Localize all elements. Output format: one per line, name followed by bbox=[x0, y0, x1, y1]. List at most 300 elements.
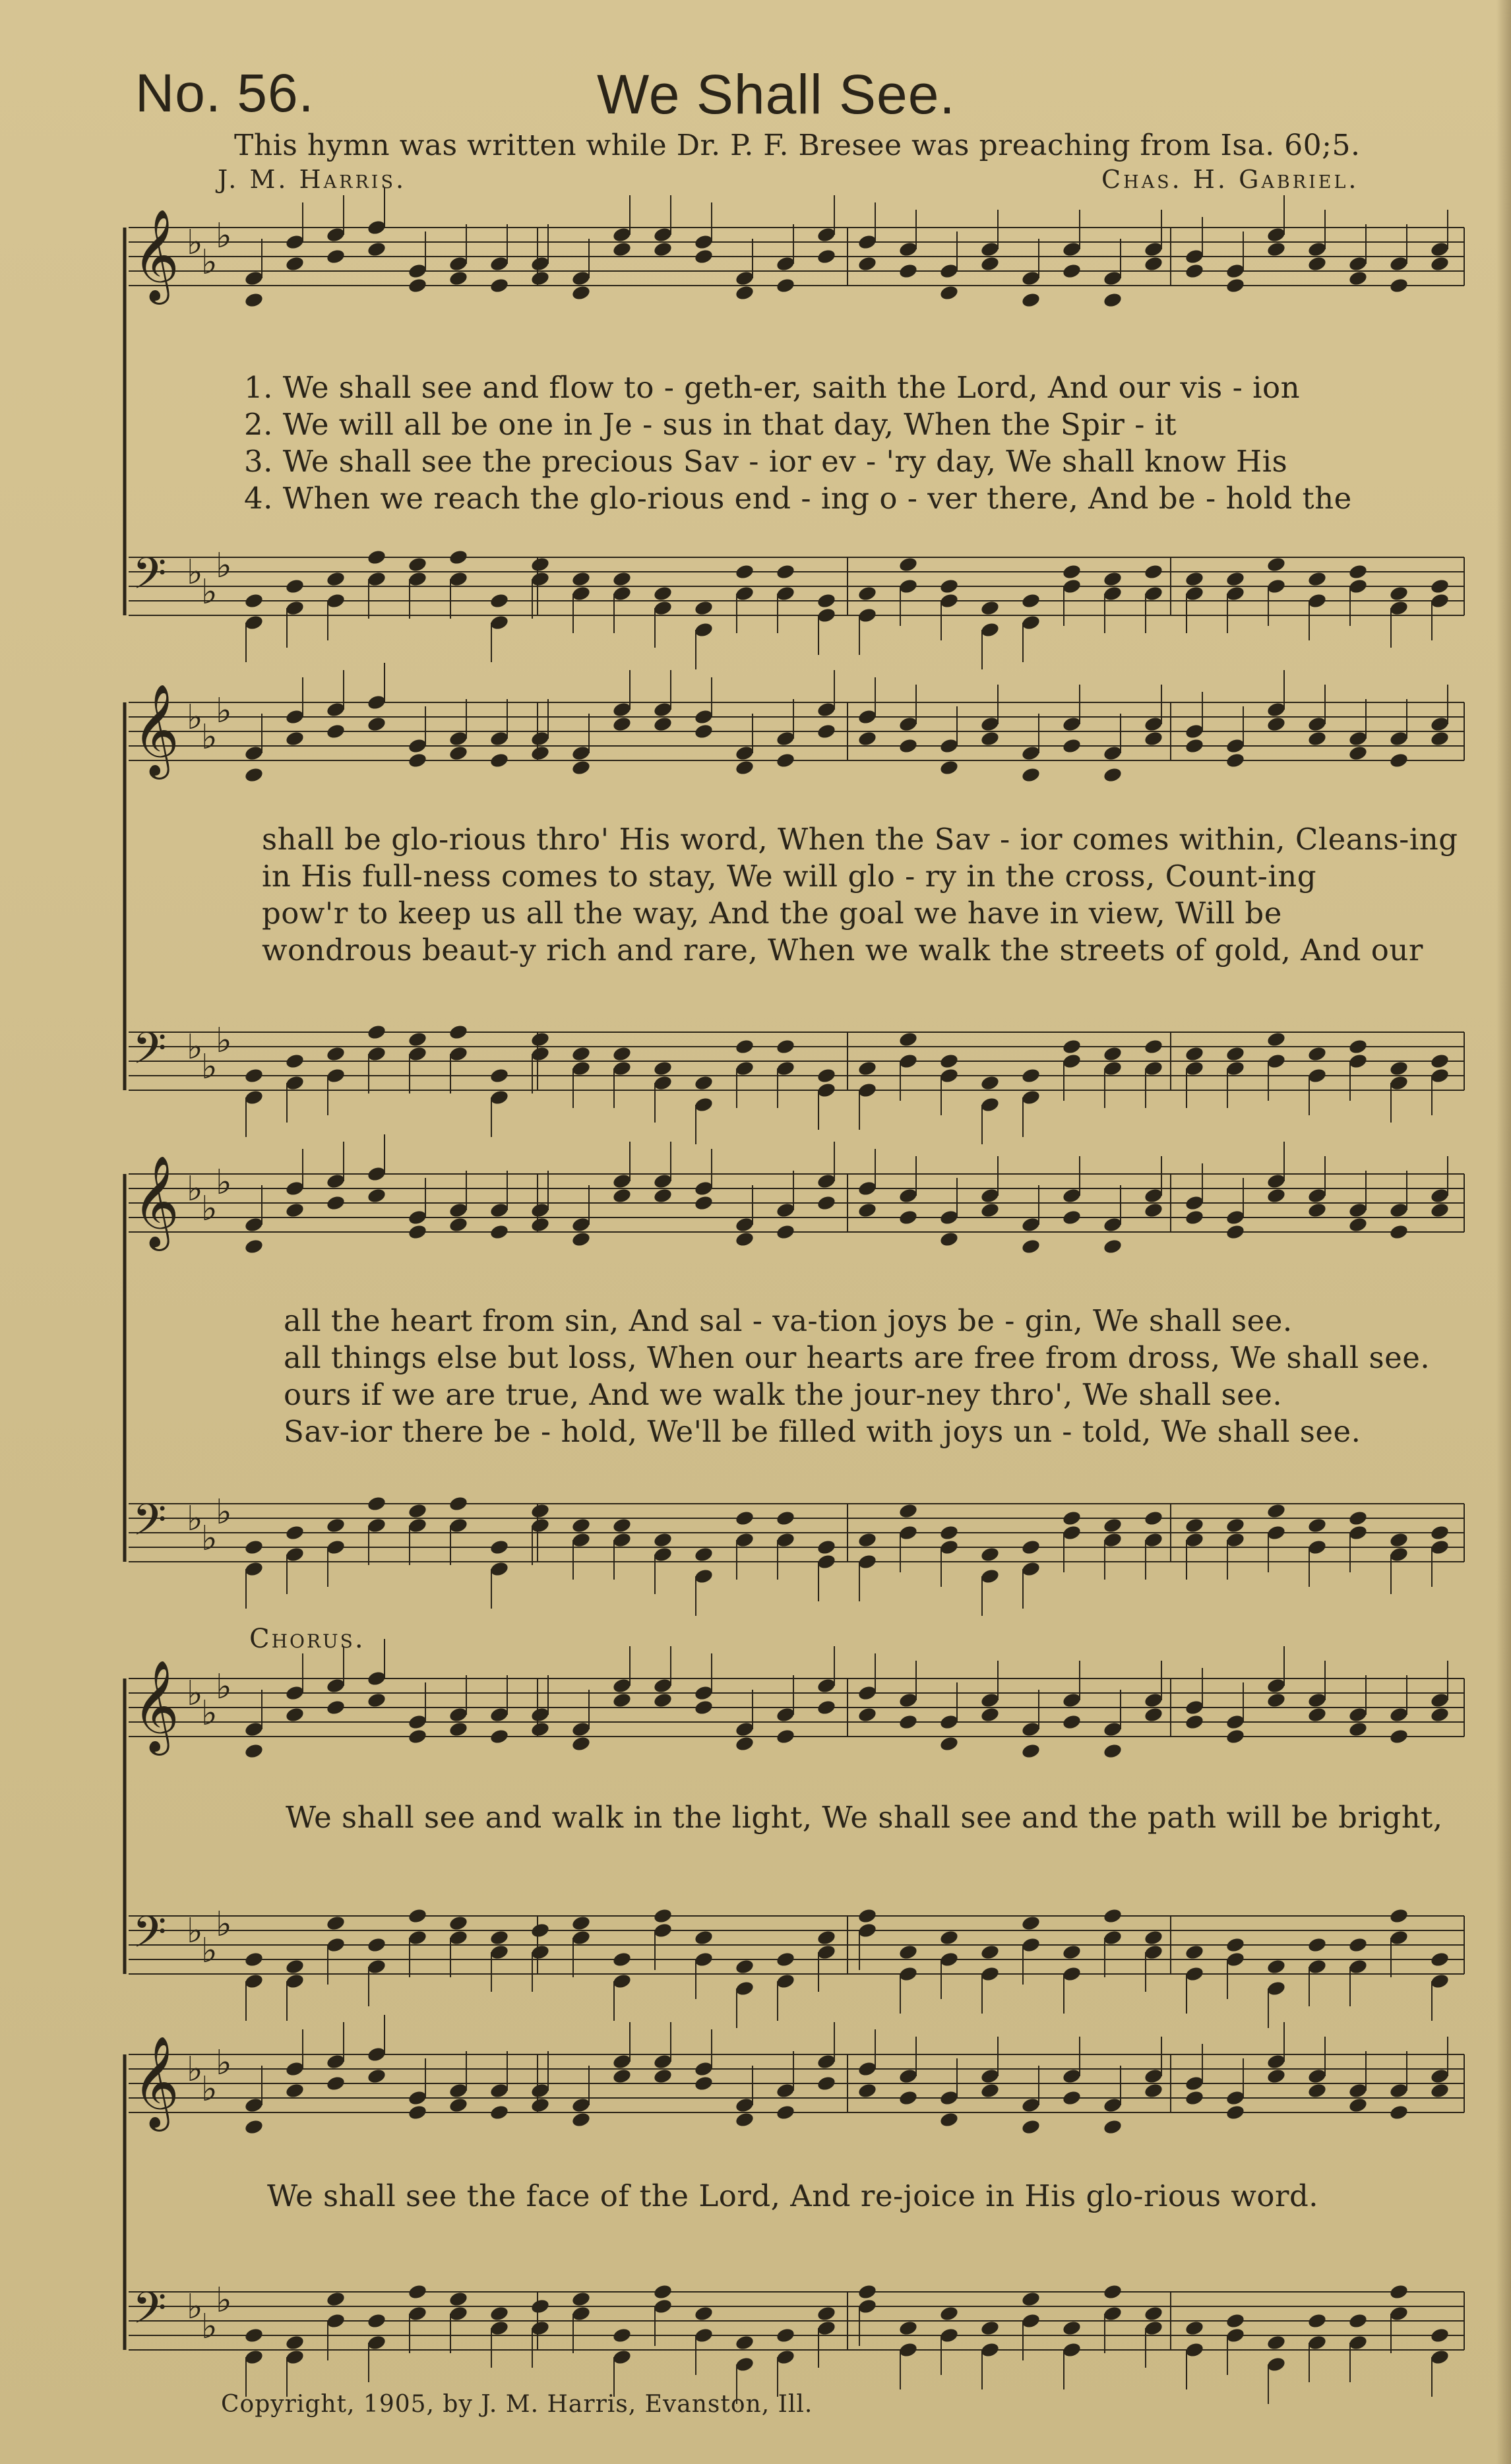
note-head bbox=[285, 1180, 305, 1197]
note-head bbox=[1185, 737, 1205, 755]
note-head bbox=[1266, 578, 1287, 595]
note-head bbox=[1144, 1202, 1164, 1219]
note-head bbox=[980, 2068, 1001, 2085]
note-head bbox=[817, 592, 837, 609]
note-head bbox=[857, 1706, 878, 1723]
note-head bbox=[939, 2327, 960, 2344]
note-head bbox=[244, 766, 264, 784]
note-head bbox=[817, 607, 837, 624]
note-head bbox=[367, 1958, 387, 1975]
note-head bbox=[1062, 563, 1082, 580]
note-head bbox=[530, 1922, 551, 1939]
note-head bbox=[612, 226, 632, 243]
note-head bbox=[448, 1495, 469, 1512]
note-head bbox=[1430, 1202, 1450, 1219]
note-head bbox=[817, 1553, 837, 1570]
note-head bbox=[1307, 1692, 1328, 1709]
note-head bbox=[1348, 745, 1369, 762]
verse-lyrics-1 bbox=[244, 369, 1352, 517]
flat-icon: ♭ bbox=[201, 1047, 218, 1087]
note-head bbox=[244, 2097, 264, 2114]
note-head bbox=[408, 1713, 428, 1731]
note-head bbox=[1103, 2283, 1123, 2300]
note-head bbox=[1266, 2356, 1287, 2373]
note-head bbox=[1389, 1546, 1409, 1563]
note-head bbox=[735, 1980, 755, 1997]
note-head bbox=[530, 1517, 551, 1534]
note-head bbox=[1225, 570, 1246, 588]
note-head bbox=[489, 255, 510, 272]
note-head bbox=[980, 730, 1001, 747]
note-head bbox=[898, 1524, 919, 1541]
note-head bbox=[1062, 737, 1082, 755]
note-head bbox=[367, 1692, 387, 1709]
note-head bbox=[244, 592, 264, 609]
note-head bbox=[489, 1728, 510, 1745]
note-head bbox=[1021, 2291, 1041, 2308]
note-head bbox=[653, 600, 673, 617]
note-head bbox=[1144, 1706, 1164, 1723]
note-head bbox=[489, 730, 510, 747]
note-head bbox=[776, 1531, 796, 1549]
note-head bbox=[1430, 1706, 1450, 1723]
note-head bbox=[735, 1721, 755, 1738]
treble-staff bbox=[129, 1134, 1464, 1255]
note-head bbox=[776, 1223, 796, 1241]
note-head bbox=[776, 752, 796, 769]
note-head bbox=[1266, 701, 1287, 718]
note-head bbox=[980, 2082, 1001, 2099]
bass-staff bbox=[129, 1493, 1464, 1616]
note-head bbox=[1103, 2305, 1123, 2322]
flat-icon: ♭ bbox=[201, 1519, 218, 1558]
note-head bbox=[1307, 1517, 1328, 1534]
note-head bbox=[939, 1067, 960, 1084]
note-head bbox=[1266, 1031, 1287, 1048]
note-head bbox=[1225, 1209, 1246, 1226]
note-head bbox=[448, 1721, 469, 1738]
note-head bbox=[898, 2341, 919, 2358]
note-head bbox=[1225, 262, 1246, 280]
note-head bbox=[571, 2305, 592, 2322]
note-head bbox=[530, 2082, 551, 2099]
note-head bbox=[1144, 1929, 1164, 1946]
note-head bbox=[326, 1915, 346, 1932]
note-head bbox=[285, 2082, 305, 2099]
note-head bbox=[694, 1194, 714, 1212]
note-head bbox=[367, 570, 387, 588]
note-head bbox=[326, 1067, 346, 1084]
note-head bbox=[857, 1553, 878, 1570]
note-head bbox=[530, 255, 551, 272]
note-head bbox=[817, 226, 837, 243]
note-head bbox=[1225, 1517, 1246, 1534]
note-head bbox=[530, 1502, 551, 1520]
note-head bbox=[939, 592, 960, 609]
note-head bbox=[817, 248, 837, 265]
note-head bbox=[817, 723, 837, 740]
note-head bbox=[1225, 1045, 1246, 1063]
flat-icon: ♭ bbox=[216, 1163, 232, 1202]
note-head bbox=[408, 556, 428, 573]
note-head bbox=[1348, 2097, 1369, 2114]
note-head bbox=[939, 1053, 960, 1070]
note-head bbox=[448, 1045, 469, 1063]
note-head bbox=[367, 219, 387, 236]
note-head bbox=[1266, 2053, 1287, 2070]
note-head bbox=[530, 1031, 551, 1048]
flat-icon: ♭ bbox=[201, 1694, 218, 1733]
note-head bbox=[1307, 1187, 1328, 1204]
note-head bbox=[571, 759, 592, 776]
note-head bbox=[326, 1194, 346, 1212]
flat-icon: ♭ bbox=[187, 553, 203, 592]
note-head bbox=[1307, 1045, 1328, 1063]
note-head bbox=[285, 730, 305, 747]
note-head bbox=[898, 1692, 919, 1709]
note-head bbox=[1225, 2089, 1246, 2107]
note-head bbox=[653, 2283, 673, 2300]
note-head bbox=[367, 1187, 387, 1204]
note-head bbox=[1389, 2104, 1409, 2121]
note-head bbox=[326, 2075, 346, 2092]
note-head bbox=[776, 1510, 796, 1527]
note-head bbox=[1062, 716, 1082, 733]
note-head bbox=[1144, 1510, 1164, 1527]
flat-icon: ♭ bbox=[201, 1189, 218, 1229]
note-head bbox=[1389, 1531, 1409, 1549]
note-head bbox=[1103, 745, 1123, 762]
note-head bbox=[898, 716, 919, 733]
note-head bbox=[857, 1082, 878, 1099]
note-head bbox=[489, 1539, 510, 1556]
note-head bbox=[1021, 292, 1041, 309]
note-head bbox=[448, 1929, 469, 1946]
note-head bbox=[244, 1973, 264, 1990]
note-head bbox=[694, 1699, 714, 1716]
note-head bbox=[898, 737, 919, 755]
flat-icon: ♭ bbox=[216, 1021, 232, 1061]
note-head bbox=[612, 585, 632, 602]
note-head bbox=[1430, 1692, 1450, 1709]
note-head bbox=[530, 1202, 551, 1219]
note-head bbox=[489, 1202, 510, 1219]
note-head bbox=[448, 1706, 469, 1723]
copyright-notice: Copyright, 1905, by J. M. Harris, Evanston, Ill. bbox=[221, 2391, 813, 2418]
note-head bbox=[1430, 1187, 1450, 1204]
note-head bbox=[939, 1524, 960, 1541]
note-head bbox=[980, 2320, 1001, 2337]
note-head bbox=[408, 1045, 428, 1063]
note-head bbox=[571, 1735, 592, 1752]
music-system-2 bbox=[115, 684, 1474, 1124]
note-head bbox=[1062, 1524, 1082, 1541]
note-head bbox=[612, 2349, 632, 2366]
note-head bbox=[1266, 241, 1287, 258]
note-head bbox=[653, 241, 673, 258]
note-head bbox=[980, 621, 1001, 638]
note-head bbox=[939, 1713, 960, 1731]
note-head bbox=[1307, 2312, 1328, 2329]
page-edge-shadow bbox=[1496, 0, 1511, 2464]
note-head bbox=[612, 570, 632, 588]
treble-staff bbox=[129, 2015, 1464, 2136]
note-head bbox=[939, 1735, 960, 1752]
note-head bbox=[776, 1973, 796, 1990]
note-head bbox=[653, 2068, 673, 2085]
note-head bbox=[285, 1546, 305, 1563]
note-head bbox=[653, 585, 673, 602]
note-head bbox=[326, 1517, 346, 1534]
note-head bbox=[1185, 1209, 1205, 1226]
note-head bbox=[285, 600, 305, 617]
note-head bbox=[735, 2334, 755, 2351]
lyric-line: all things else but loss, When our hearts are free from dross, We shall see. bbox=[284, 1340, 1431, 1375]
note-head bbox=[1185, 1965, 1205, 1983]
bass-staff bbox=[129, 1905, 1464, 2028]
note-head bbox=[898, 2068, 919, 2085]
note-head bbox=[1307, 2334, 1328, 2351]
note-head bbox=[489, 1560, 510, 1578]
note-head bbox=[1348, 1524, 1369, 1541]
note-head bbox=[939, 1231, 960, 1248]
lyric-line: wondrous beaut-y rich and rare, When we walk the streets of gold, And our bbox=[262, 933, 1423, 968]
note-head bbox=[285, 578, 305, 595]
note-head bbox=[857, 2060, 878, 2078]
note-head bbox=[1430, 716, 1450, 733]
note-head bbox=[857, 607, 878, 624]
note-head bbox=[612, 2053, 632, 2070]
note-head bbox=[694, 1074, 714, 1092]
note-head bbox=[408, 277, 428, 294]
note-head bbox=[776, 1728, 796, 1745]
note-head bbox=[939, 2089, 960, 2107]
note-head bbox=[1021, 1560, 1041, 1578]
note-head bbox=[612, 2068, 632, 2085]
note-head bbox=[408, 1223, 428, 1241]
note-head bbox=[285, 1684, 305, 1702]
note-head bbox=[817, 1929, 837, 1946]
note-head bbox=[1225, 585, 1246, 602]
note-head bbox=[612, 1677, 632, 1694]
note-head bbox=[571, 585, 592, 602]
note-head bbox=[694, 600, 714, 617]
note-head bbox=[530, 2320, 551, 2337]
bass-staff bbox=[129, 2281, 1464, 2404]
note-head bbox=[571, 1045, 592, 1063]
note-head bbox=[735, 585, 755, 602]
note-head bbox=[776, 1060, 796, 1077]
flat-icon: ♭ bbox=[216, 691, 232, 731]
note-head bbox=[1103, 1060, 1123, 1077]
note-head bbox=[1103, 1216, 1123, 1233]
note-head bbox=[244, 270, 264, 287]
note-head bbox=[571, 2291, 592, 2308]
note-head bbox=[1225, 1936, 1246, 1954]
lyric-line: 1. We shall see and flow to - geth-er, saith the Lord, And our vis - ion bbox=[244, 370, 1301, 405]
note-head bbox=[1185, 1944, 1205, 1961]
note-head bbox=[1430, 1067, 1450, 1084]
note-head bbox=[735, 284, 755, 301]
note-head bbox=[939, 1951, 960, 1968]
note-head bbox=[1307, 730, 1328, 747]
note-head bbox=[1225, 1531, 1246, 1549]
note-head bbox=[694, 2305, 714, 2322]
note-head bbox=[1348, 270, 1369, 287]
note-head bbox=[939, 284, 960, 301]
note-head bbox=[408, 737, 428, 755]
note-head bbox=[1144, 1187, 1164, 1204]
note-head bbox=[530, 1721, 551, 1738]
note-head bbox=[1430, 2068, 1450, 2085]
note-head bbox=[612, 1173, 632, 1190]
note-head bbox=[285, 1074, 305, 1092]
flat-icon: ♭ bbox=[187, 698, 203, 737]
note-head bbox=[448, 2082, 469, 2099]
note-head bbox=[735, 745, 755, 762]
note-head bbox=[694, 723, 714, 740]
note-head bbox=[285, 2334, 305, 2351]
note-head bbox=[980, 1187, 1001, 1204]
note-head bbox=[530, 1706, 551, 1723]
note-head bbox=[1389, 1907, 1409, 1925]
note-head bbox=[980, 1096, 1001, 1113]
note-head bbox=[1021, 1067, 1041, 1084]
note-head bbox=[448, 745, 469, 762]
note-head bbox=[776, 730, 796, 747]
note-head bbox=[857, 2082, 878, 2099]
note-head bbox=[980, 1692, 1001, 1709]
note-head bbox=[244, 1216, 264, 1233]
flat-icon: ♭ bbox=[216, 1493, 232, 1532]
lyric-line: pow'r to keep us all the way, And the goal we have in view, Will be bbox=[262, 896, 1282, 931]
note-head bbox=[1389, 2283, 1409, 2300]
note-head bbox=[285, 708, 305, 725]
note-head bbox=[776, 1202, 796, 1219]
note-head bbox=[898, 2089, 919, 2107]
note-head bbox=[939, 1929, 960, 1946]
note-head bbox=[1185, 2089, 1205, 2107]
note-head bbox=[653, 1531, 673, 1549]
flat-icon: ♭ bbox=[187, 1911, 203, 1951]
note-head bbox=[735, 759, 755, 776]
note-head bbox=[1430, 1973, 1450, 1990]
note-head bbox=[735, 2356, 755, 2373]
note-head bbox=[367, 716, 387, 733]
note-head bbox=[939, 2111, 960, 2128]
note-head bbox=[285, 2060, 305, 2078]
note-head bbox=[1144, 1692, 1164, 1709]
note-head bbox=[776, 2082, 796, 2099]
note-head bbox=[653, 1060, 673, 1077]
note-head bbox=[1144, 2068, 1164, 2085]
note-head bbox=[571, 270, 592, 287]
note-head bbox=[653, 226, 673, 243]
note-head bbox=[244, 1089, 264, 1106]
note-head bbox=[285, 1958, 305, 1975]
note-head bbox=[1021, 1216, 1041, 1233]
note-head bbox=[857, 1907, 878, 1925]
note-head bbox=[817, 1699, 837, 1716]
note-head bbox=[571, 1216, 592, 1233]
note-head bbox=[1021, 766, 1041, 784]
note-head bbox=[776, 1951, 796, 1968]
note-head bbox=[1266, 1187, 1287, 1204]
note-head bbox=[817, 1539, 837, 1556]
note-head bbox=[735, 1958, 755, 1975]
note-head bbox=[857, 585, 878, 602]
note-head bbox=[1185, 262, 1205, 280]
note-head bbox=[1103, 570, 1123, 588]
note-head bbox=[939, 737, 960, 755]
note-head bbox=[735, 1735, 755, 1752]
note-head bbox=[1307, 2068, 1328, 2085]
note-head bbox=[367, 549, 387, 566]
note-head bbox=[980, 1202, 1001, 1219]
bass-clef-icon: 𝄢 bbox=[133, 1494, 167, 1556]
note-head bbox=[653, 1074, 673, 1092]
note-head bbox=[776, 1038, 796, 1055]
note-head bbox=[489, 1944, 510, 1961]
note-head bbox=[1225, 1223, 1246, 1241]
music-system-5 bbox=[115, 2036, 1474, 2384]
note-head bbox=[1185, 2341, 1205, 2358]
bass-clef-icon: 𝄢 bbox=[133, 548, 167, 609]
staff-notation-4 bbox=[115, 1660, 1474, 2008]
note-head bbox=[1307, 1958, 1328, 1975]
note-head bbox=[1021, 1915, 1041, 1932]
note-head bbox=[898, 1965, 919, 1983]
treble-clef-icon: 𝄞 bbox=[133, 684, 179, 776]
note-head bbox=[326, 248, 346, 265]
note-head bbox=[1389, 600, 1409, 617]
note-head bbox=[408, 1517, 428, 1534]
note-head bbox=[1185, 2320, 1205, 2337]
note-head bbox=[1389, 585, 1409, 602]
note-head bbox=[898, 241, 919, 258]
note-head bbox=[1389, 752, 1409, 769]
note-head bbox=[326, 1173, 346, 1190]
note-head bbox=[898, 1053, 919, 1070]
note-head bbox=[980, 600, 1001, 617]
note-head bbox=[448, 255, 469, 272]
note-head bbox=[244, 1721, 264, 1738]
bass-staff bbox=[129, 1021, 1464, 1144]
note-head bbox=[694, 1180, 714, 1197]
note-head bbox=[448, 2291, 469, 2308]
note-head bbox=[1266, 1053, 1287, 1070]
note-head bbox=[1062, 1692, 1082, 1709]
note-head bbox=[1307, 570, 1328, 588]
lyric-line: We shall see and walk in the light, We shall see and the path will be bright, bbox=[286, 1800, 1443, 1835]
note-head bbox=[1185, 248, 1205, 265]
note-head bbox=[530, 1216, 551, 1233]
note-head bbox=[367, 2068, 387, 2085]
lyric-line: 4. When we reach the glo-rious end - ing o - ver there, And be - hold the bbox=[244, 481, 1352, 516]
note-head bbox=[571, 2111, 592, 2128]
note-head bbox=[408, 1907, 428, 1925]
note-head bbox=[244, 1951, 264, 1968]
note-head bbox=[1021, 2097, 1041, 2114]
note-head bbox=[980, 1944, 1001, 1961]
hymn-note: This hymn was written while Dr. P. F. Bresee was preaching from Isa. 60;5. bbox=[234, 129, 1361, 162]
note-head bbox=[367, 1024, 387, 1041]
note-head bbox=[939, 2305, 960, 2322]
note-head bbox=[1062, 262, 1082, 280]
note-head bbox=[571, 1929, 592, 1946]
note-head bbox=[939, 262, 960, 280]
note-head bbox=[530, 745, 551, 762]
